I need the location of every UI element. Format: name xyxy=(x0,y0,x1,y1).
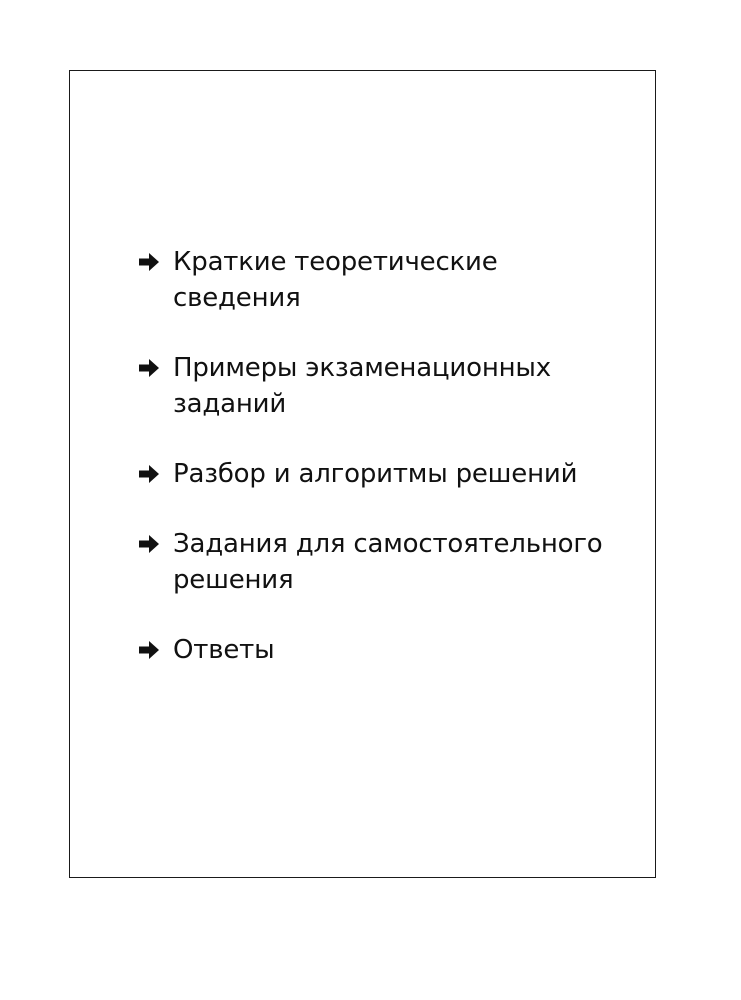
arrow-right-icon xyxy=(138,464,160,484)
arrow-right-icon xyxy=(138,252,160,272)
arrow-right-icon xyxy=(138,640,160,660)
arrow-right-icon xyxy=(138,358,160,378)
list-item-label: Краткие теоретические сведения xyxy=(173,247,498,313)
list-item xyxy=(138,456,638,492)
list-item xyxy=(138,632,638,668)
list-item-label: Ответы xyxy=(173,635,275,665)
list-item-label: Примеры экзаменационных заданий xyxy=(173,353,551,419)
list-item xyxy=(138,244,638,316)
contents-list xyxy=(138,244,638,668)
list-item-label: Задания для самостоятельного решения xyxy=(173,529,603,595)
list-item-label: Разбор и алгоритмы решений xyxy=(173,459,578,489)
list-item xyxy=(138,350,638,422)
arrow-right-icon xyxy=(138,534,160,554)
list-item xyxy=(138,526,638,598)
